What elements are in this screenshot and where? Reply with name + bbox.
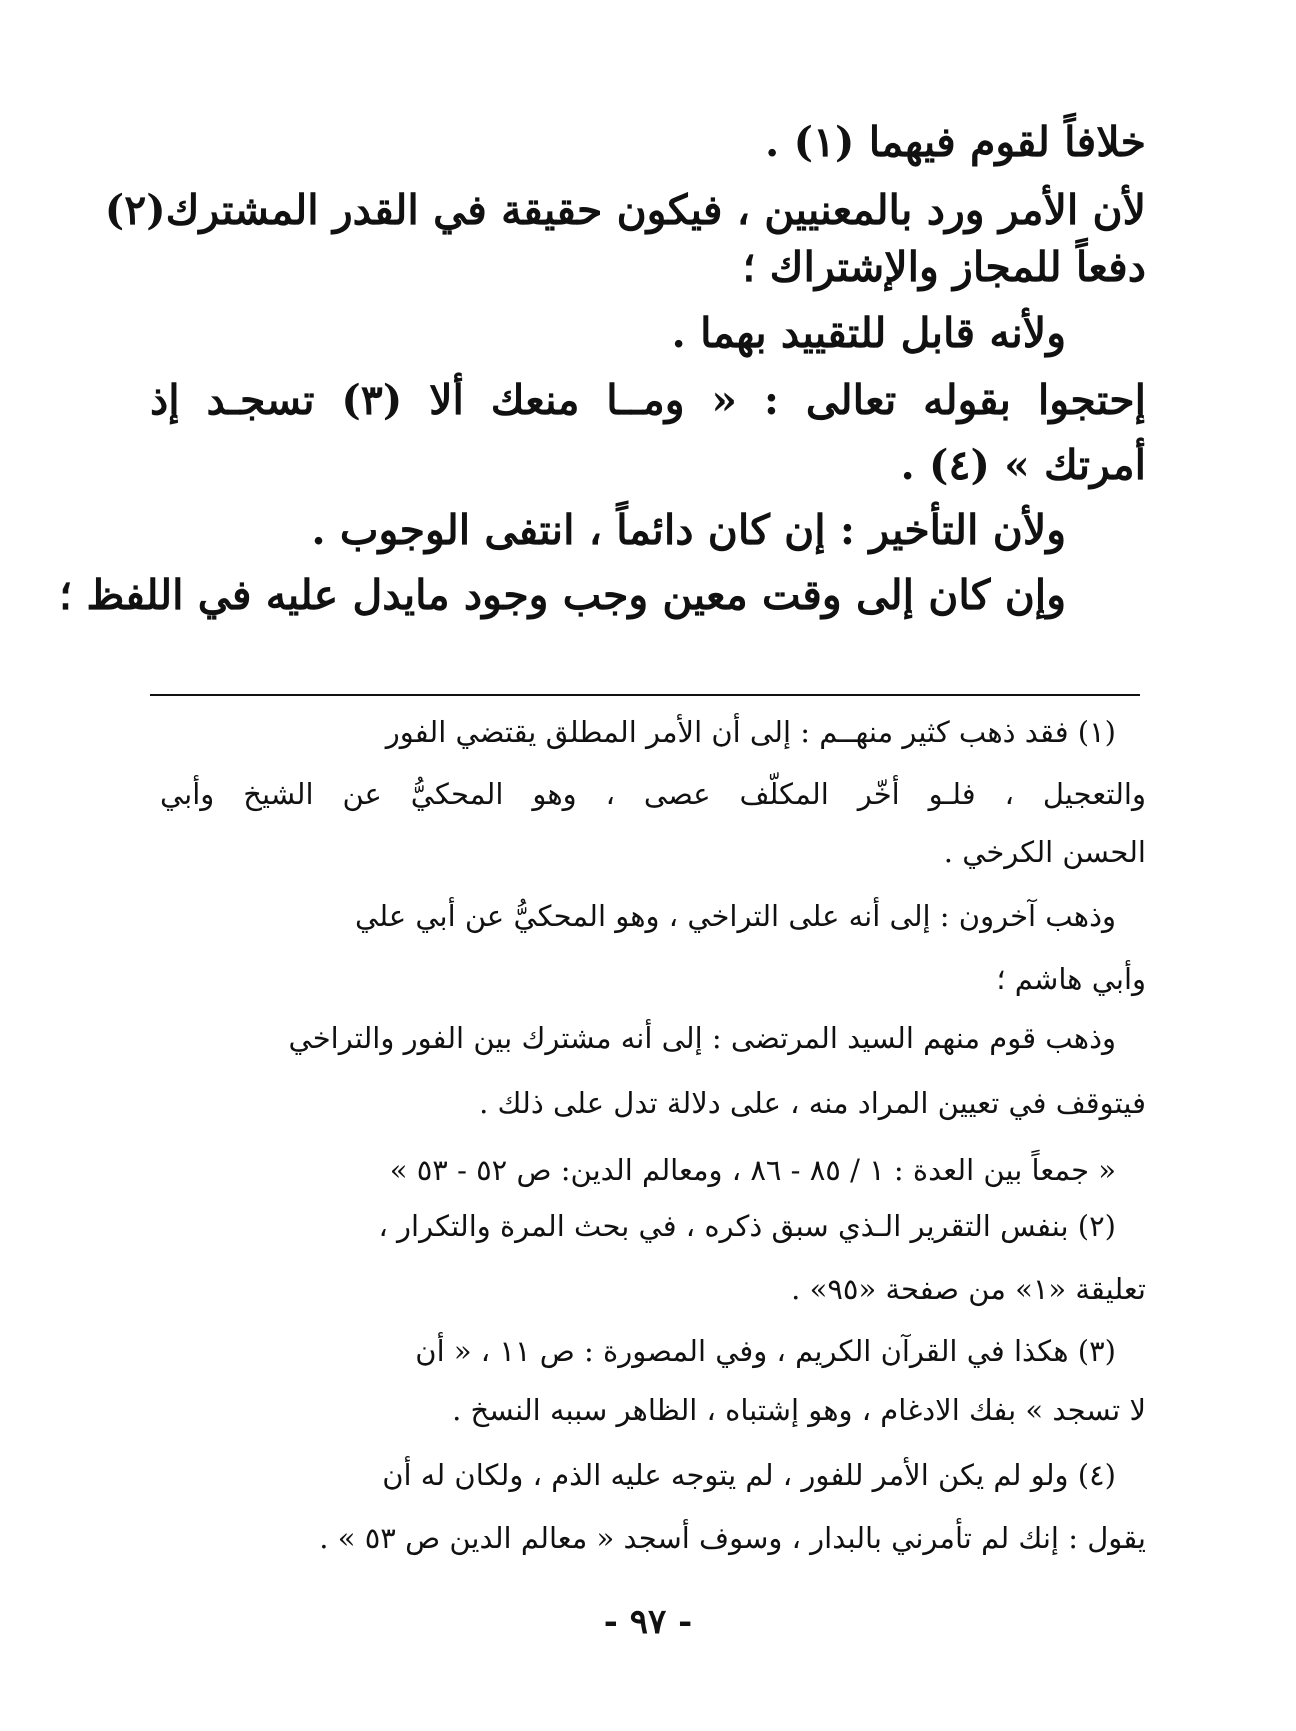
page-number: - ٩٧ - [603,1602,693,1642]
footnote-line: يقول : إنك لم تأمرني بالبدار ، وسوف أسجد « معالم الدين ص ٥٣ » . [319,1521,1146,1555]
main-text-line: لأن الأمر ورد بالمعنيين ، فيكون حقيقة في القدر المشترك(٢) [104,186,1146,234]
footnote-line: الحسن الكرخي . [943,835,1146,869]
main-text-line: خلافاً لقوم فيهما (١) . [765,118,1146,166]
main-text-line: وإن كان إلى وقت معين وجب وجود مايدل عليه في اللفظ ؛ [59,571,1066,619]
footnote-line: « جمعاً بين العدة : ١ / ٨٥ - ٨٦ ، ومعالم الدين: ص ٥٢ - ٥٣ » [389,1153,1116,1187]
footnote-line: والتعجيل ، فلـو أخّر المكلّف عصى ، وهو المحكيُّ عن الشيخ وأبي [160,777,1146,811]
footnote-divider [150,694,1140,696]
footnote-line: وذهب قوم منهم السيد المرتضى : إلى أنه مشترك بين الفور والتراخي [288,1021,1116,1055]
footnote-line: فيتوقف في تعيين المراد منه ، على دلالة تدل على ذلك . [479,1086,1146,1120]
main-text-line: إحتجوا بقوله تعالى : « ومــا منعك ألا (٣) تسجـد إذ [150,376,1146,424]
footnote-line: وأبي هاشم ؛ [996,962,1146,996]
footnote-line: (١) فقد ذهب كثير منهــم : إلى أن الأمر المطلق يقتضي الفور [385,715,1116,749]
footnote-line: (٢) بنفس التقرير الـذي سبق ذكره ، في بحث المرة والتكرار ، [378,1209,1116,1243]
footnote-line: تعليقة «١» من صفحة «٩٥» . [791,1272,1146,1306]
main-text-line: ولأنه قابل للتقييد بهما . [671,309,1066,357]
footnote-line: (٣) هكذا في القرآن الكريم ، وفي المصورة : ص ١١ ، « أن [415,1334,1116,1368]
footnote-line: لا تسجد » بفك الادغام ، وهو إشتباه ، الظاهر سببه النسخ . [452,1393,1146,1427]
main-text-line: دفعاً للمجاز والإشتراك ؛ [742,243,1146,291]
footnote-line: وذهب آخرون : إلى أنه على التراخي ، وهو المحكيُّ عن أبي علي [355,899,1116,933]
footnote-line: (٤) ولو لم يكن الأمر للفور ، لم يتوجه عليه الذم ، ولكان له أن [382,1458,1116,1492]
main-text-line: أمرتك » (٤) . [900,441,1146,489]
main-text-line: ولأن التأخير : إن كان دائماً ، انتفى الوجوب . [311,506,1066,554]
